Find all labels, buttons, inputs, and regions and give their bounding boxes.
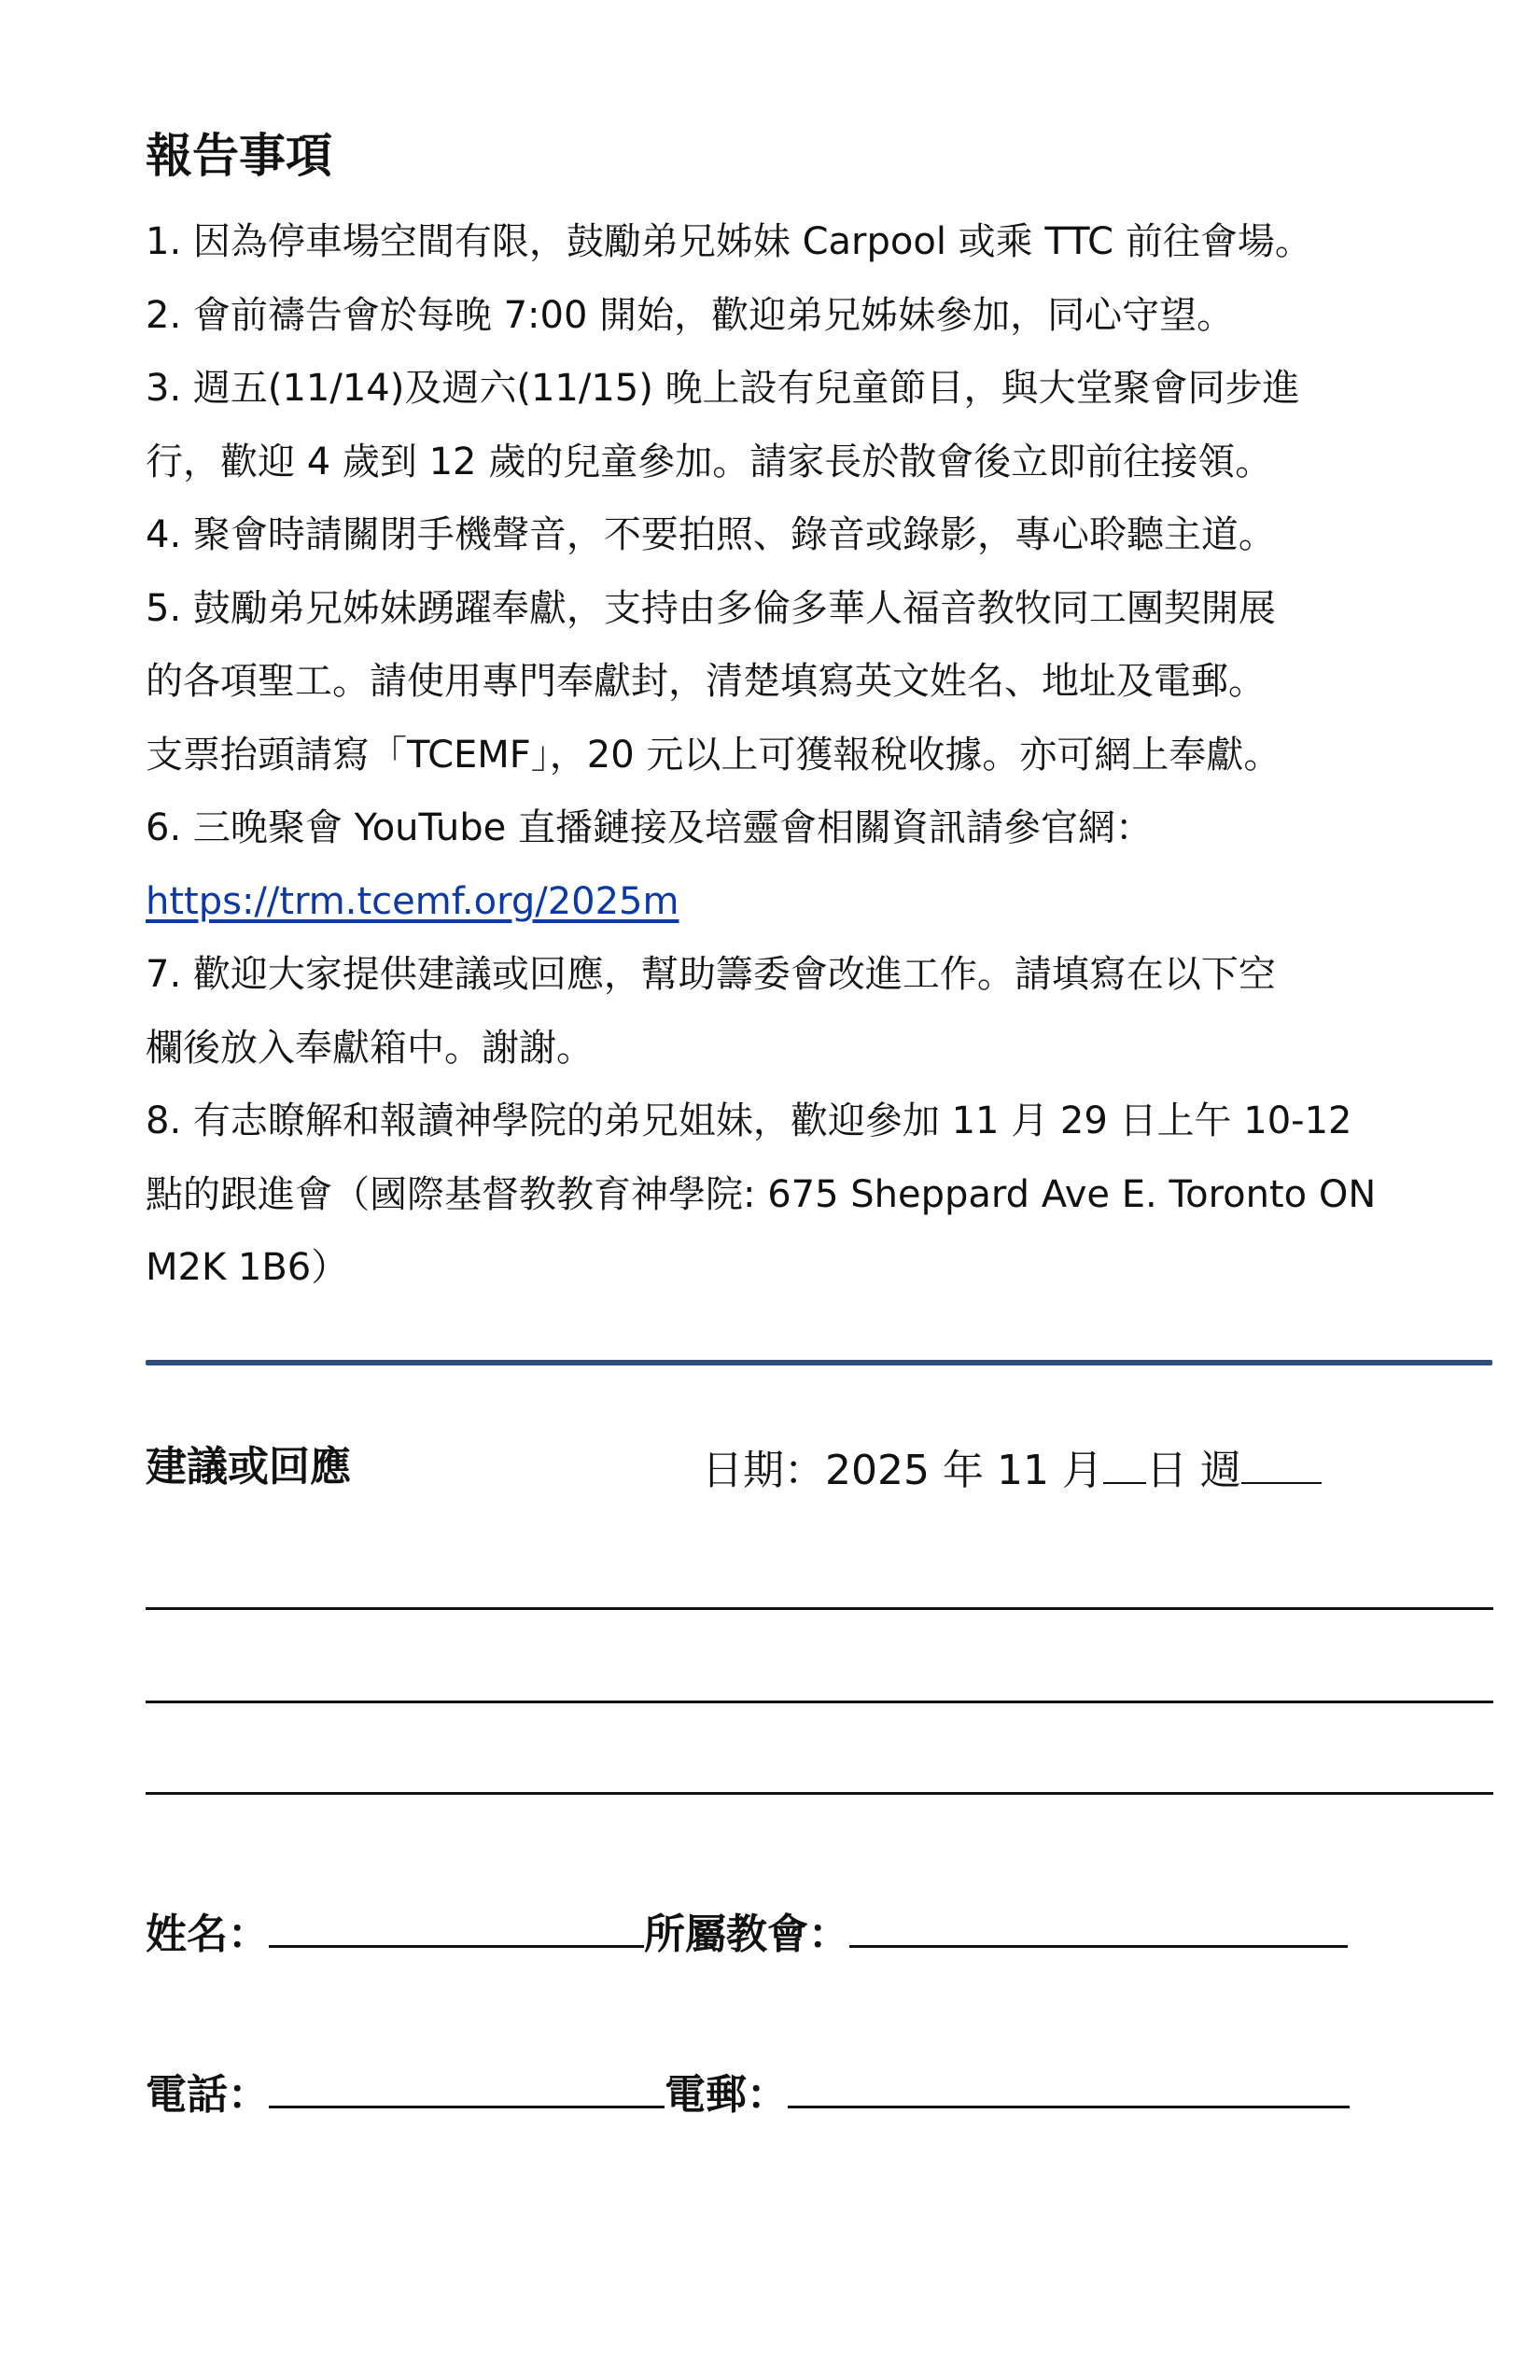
phone-blank[interactable] [269,2061,665,2108]
feedback-heading: 建議或回應 [146,1443,351,1491]
notice-item-8 [146,1085,1518,1305]
website-link[interactable]: https://trm.tcemf.org/2025m [146,879,679,923]
feedback-line-3[interactable] [146,1792,1493,1795]
notice-item-7 [146,938,1518,1085]
weekday-blank[interactable] [1241,1437,1322,1484]
notice-line: 7. 歡迎大家提供建議或回應，幫助籌委會改進工作。請填寫在以下空 [146,953,1276,996]
notice-line: 1. 因為停車場空間有限，鼓勵弟兄姊妹 Carpool 或乘 TTC 前往會場。 [146,220,1312,263]
section-divider [146,1360,1492,1365]
notice-line: 點的跟進會（國際基督教教育神學院: 675 Sheppard Ave E. Toronto ON [146,1172,1377,1216]
church-blank[interactable] [849,1900,1348,1948]
notice-line: M2K 1B6） [146,1246,349,1289]
notice-line: 行，歡迎 4 歲到 12 歲的兒童參加。請家長於散會後立即前往接領。 [146,440,1273,483]
notice-line: 的各項聖工。請使用專門奉獻封，清楚填寫英文姓名、地址及電郵。 [146,660,1266,703]
date-field [702,1437,1322,1501]
notice-line: 5. 鼓勵弟兄姊妹踴躍奉獻，支持由多倫多華人福音教牧同工團契開展 [146,586,1276,630]
notice-line: 3. 週五(11/14)及週六(11/15) 晚上設有兒童節目，與大堂聚會同步進 [146,367,1300,410]
notice-line: 4. 聚會時請關閉手機聲音，不要拍照、錄音或錄影，專心聆聽主道。 [146,513,1276,556]
notice-item-4 [146,498,1518,572]
notice-item-3 [146,352,1518,498]
date-prefix: 日期：2025 年 11 月 [702,1447,1103,1494]
notice-list [146,205,1518,1305]
notice-item-2 [146,279,1518,353]
name-church-row [146,1900,1348,1965]
notice-item-5 [146,572,1518,792]
phone-email-row [146,2061,1350,2125]
feedback-line-2[interactable] [146,1701,1493,1703]
notice-line: 6. 三晚聚會 YouTube 直播鏈接及培靈會相關資訊請參官網： [146,806,1153,849]
notice-link-line [146,865,1518,939]
email-blank[interactable] [788,2061,1350,2108]
church-label: 所屬教會： [644,1911,849,1958]
name-label: 姓名： [146,1911,269,1958]
day-blank[interactable] [1103,1437,1146,1484]
email-label: 電郵： [665,2071,788,2119]
name-blank[interactable] [269,1900,644,1948]
notice-item-6 [146,791,1518,938]
notice-line: 欄後放入奉獻箱中。謝謝。 [146,1026,594,1070]
phone-label: 電話： [146,2071,269,2119]
notice-item-1 [146,205,1518,279]
notice-line: 支票抬頭請寫「TCEMF」，20 元以上可獲報稅收據。亦可網上奉獻。 [146,733,1281,777]
day-label: 日 週 [1145,1447,1241,1494]
page-title: 報告事項 [146,129,332,183]
notice-line: 2. 會前禱告會於每晚 7:00 開始，歡迎弟兄姊妹參加，同心守望。 [146,293,1235,337]
notice-line: 8. 有志瞭解和報讀神學院的弟兄姐妹，歡迎參加 11 月 29 日上午 10-12 [146,1099,1352,1142]
feedback-line-1[interactable] [146,1607,1493,1610]
